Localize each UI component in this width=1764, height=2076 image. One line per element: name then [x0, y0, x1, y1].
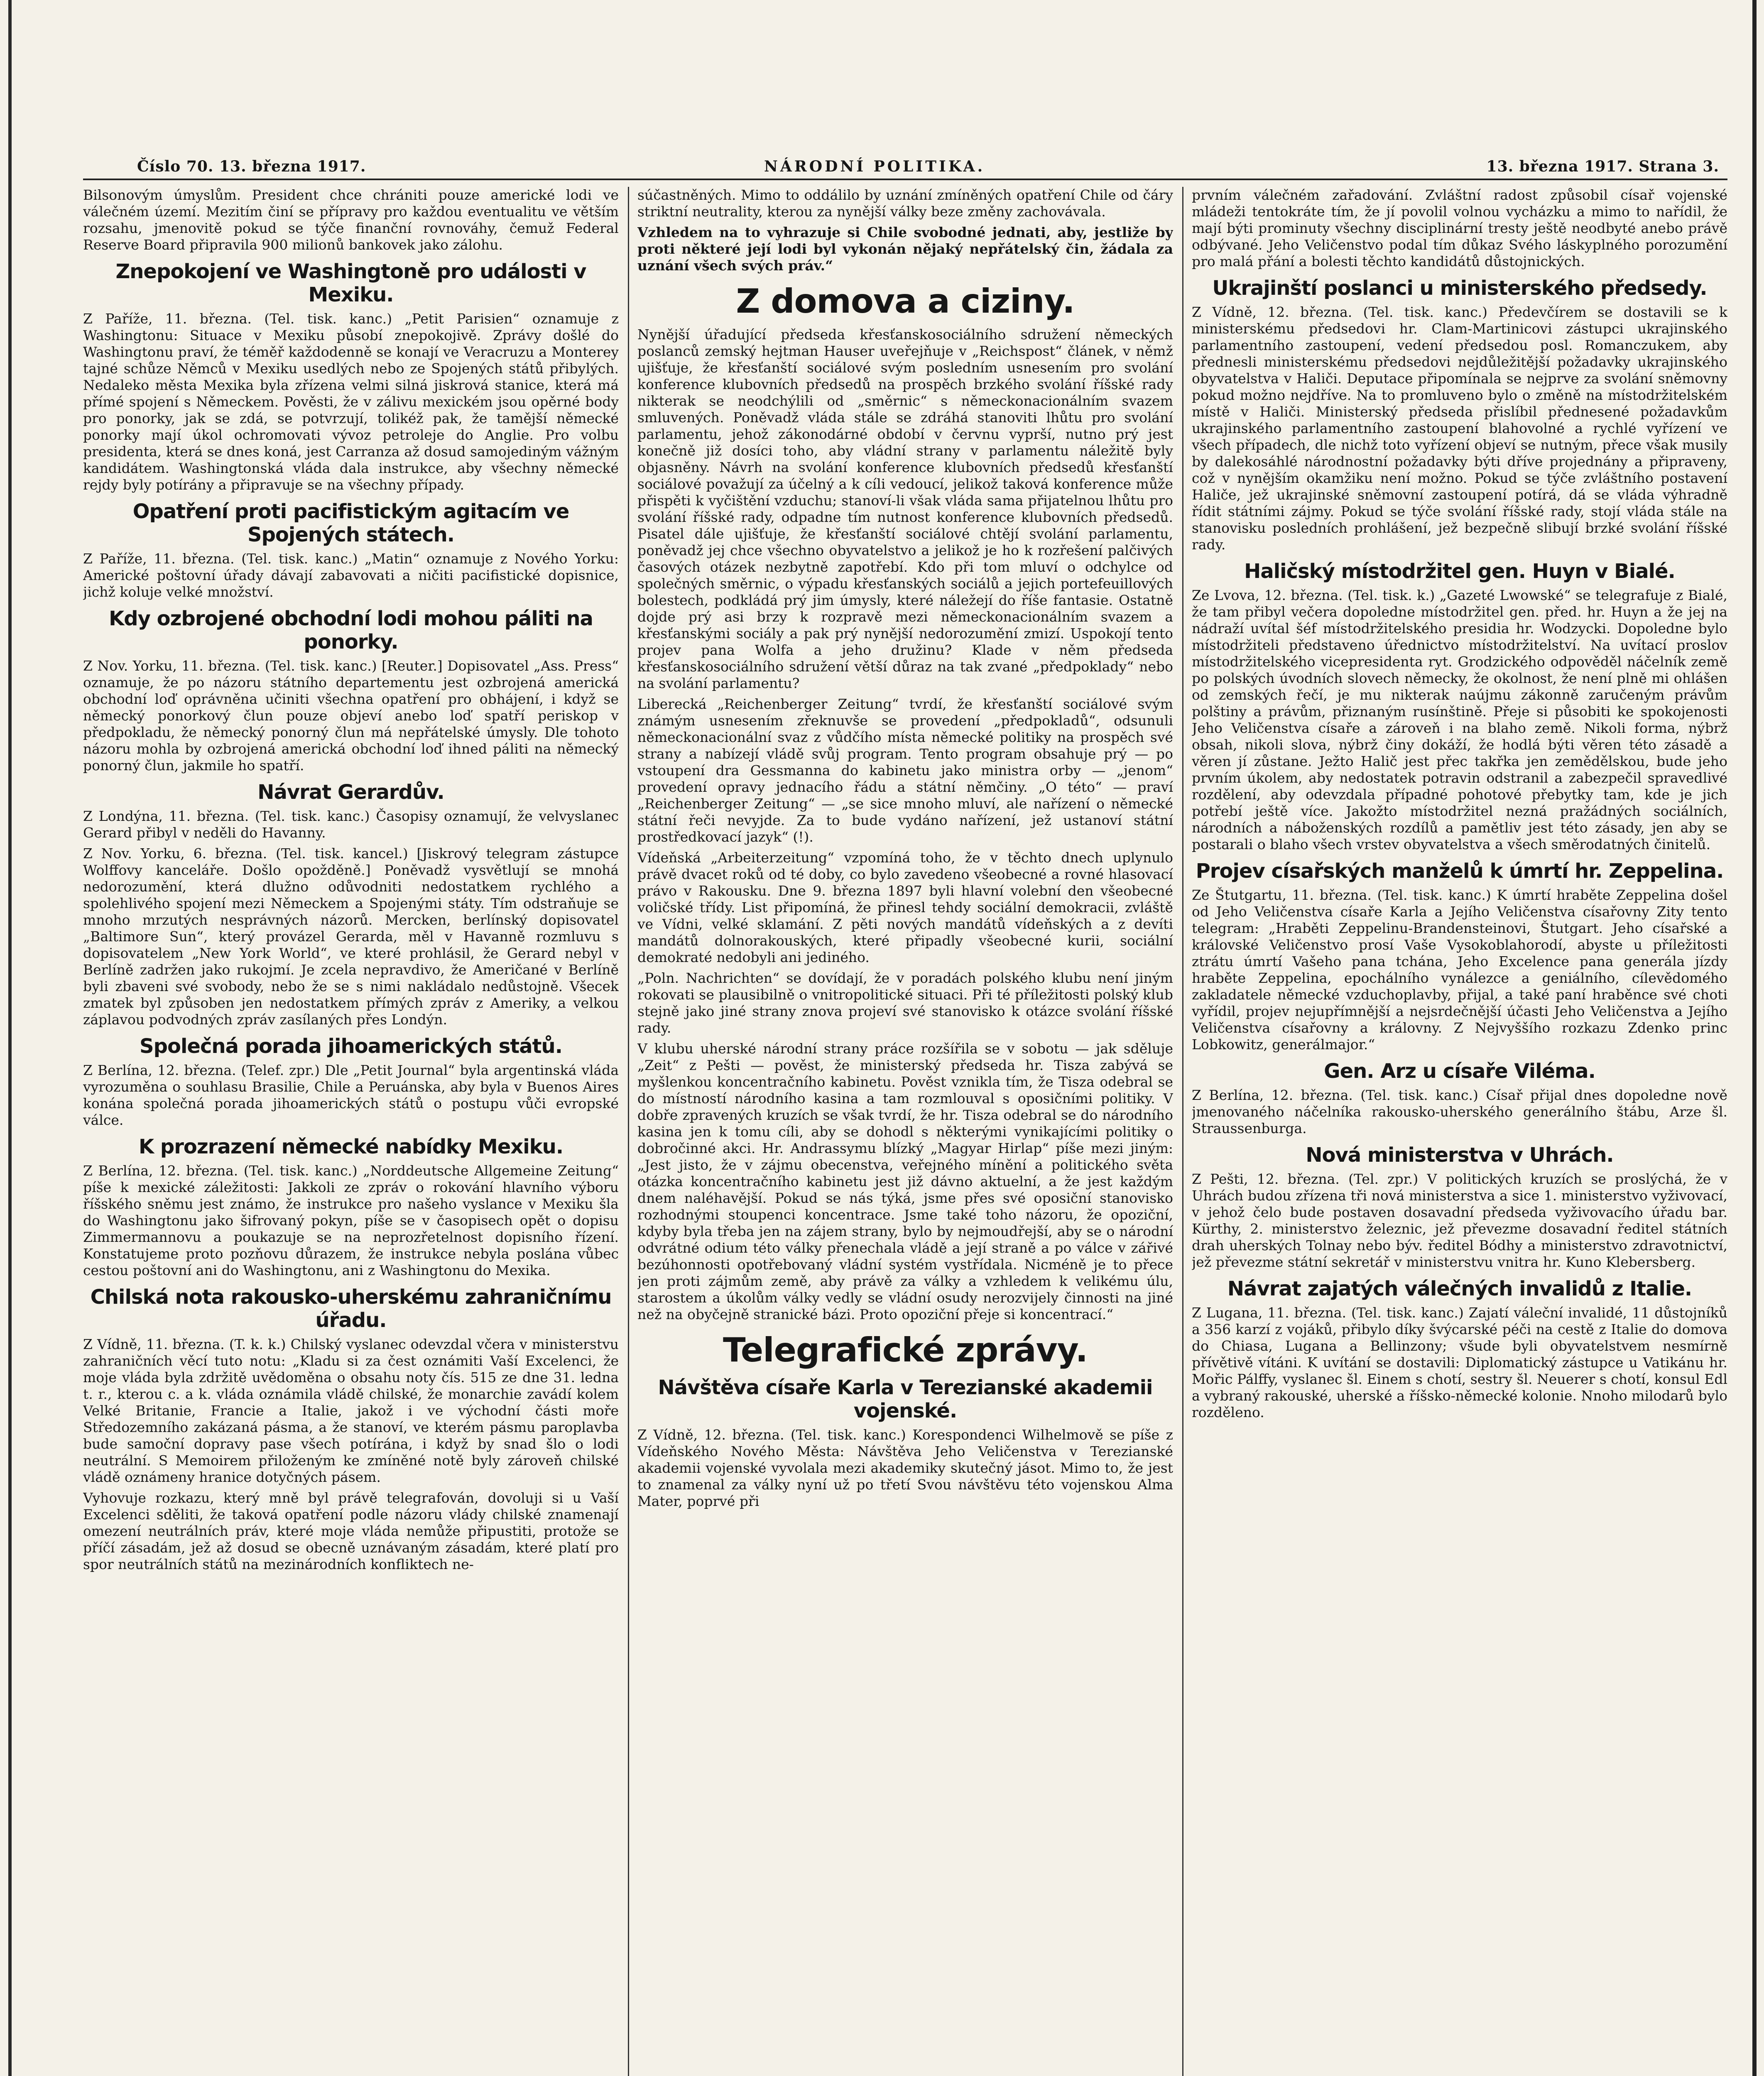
article-invalids-return: Z Lugana, 11. března. (Tel. tisk. kanc.) Zajatí váleční invalidé, 11 důstojníků a 356 karzí z vojáků, přibylo díky švýcarské péči na cestě z Italie do domova do Chiasa, Lugana a Bellinzony; všude byli obyvatelstvem nesmírně přívětivě vítáni. K uvítání se dostavili: Diplomatický zástupce u Vatikánu hr. Mořic Pálffy, vyslanec šl. Einem s chotí, sestry šl. Neuerer s chotí, konsul Edl a vybraný rakouské, uherské a říšsko-německé kolonie. Nnoho milodarů bylo rozděleno. [1192, 1305, 1727, 1420]
article-pacifist-agitation: Z Paříže, 11. března. (Tel. tisk. kanc.) „Matin“ oznamuje z Nového Yorku: Americké poštovní úřady dávají zabavovati a ničiti pacifistické dopisnice, jichž koluje velké množství. [83, 551, 619, 600]
column-rule-1 [628, 187, 629, 2076]
article-domov-1: Nynější úřadující předseda křesťanskosociálního sdružení německých poslanců zemský hejtman Hauser uveřejňuje v „Reichspost“ článek, v němž ujišťuje, že křesťanští sociálové svým posledním usnesením pro svolání konference klubovních předsedů na prospěch brzkého svolání říšské rady nikterak se neodchýlili od „směrnic“ s německonacionálním svazem smluvených. Poněvadž vláda stále se zdráhá stanoviti lhůtu pro svolání parlamentu, jehož zákonodárné období v červnu vyprší, nutno prý jest konečně již dosíci toho, aby vládní strany v parlamentu náležitě byly objasněny. Návrh na svolání konference klubovních předsedů křesťanští sociálové považují za účelný a k cíli vedoucí, jelikož taková konference může přispěti k vyčištění vzduchu; stanoví-li však vláda sama přijatelnou lhůtu pro svolání říšské rady, odpadne tím nutnost konference klubovních předsedů. Pisatel dále ujišťuje, že křesťanští sociálové chtějí svolání parlamentu, poněvadž jej chce všechno obyvatelstvo a jelikož je ho k rozřešení palčivých časových otázek nezbytně zapotřebí. Kdo při tom mluví o odchylce od společných směrnic, o výpadu křesťanských sociálů a jejich portefeuillových bolestech, podkládá prý jim úmysly, které náležejí do říše fantasie. Ostatně dojde prý asi brzy k rozpravě mezi německonacionálním svazem a křesťanskými sociály a pak prý nynější nedorozumění zmizí. Uspokojí tento projev pana Wolfa a jeho družinu? Klade v něm předseda křesťanskosociálního sdružení větší důraz na tak zvané „předpoklady“ nebo na svolání parlamentu? [637, 326, 1173, 691]
headline-zeppelin: Projev císařských manželů k úmrtí hr. Zeppelina. [1196, 859, 1724, 883]
article-gerard-return-2: Z Nov. Yorku, 6. března. (Tel. tisk. kancel.) [Jiskrový telegram zástupce Wolffovy kanceláře. Došlo opožděně.] Poněvadž vysvětlují se mnohá nedorozumění, která dlužno odůvodniti nedostatkem rychlého a spolehlivého spojení mezi Německem a Spojenými státy. Tím odstraňuje se mnoho mrzutých nesprávných názorů. Mercken, berlínský dopisovatel „Baltimore Sun“, který provázel Gerarda, měl v Havanně rozmluvu s dopisovatelem „New York World“, ve které prohlásil, že Gerard nebyl v Berlíně zadržen jako rukojmí. Je zcela nepravdivo, že Američané v Berlíně byli zbaveni své svobody, nebo že se s nimi nakládalo nedůstojně. Všecek zmatek byl způsoben jen nedostatkem přímých zpráv z Ameriky, a velkou záplavou podvodných zpráv zasílaných přes Londýn. [83, 845, 619, 1028]
section-title-telegraf: Telegrafické zprávy. [723, 1331, 1088, 1369]
page-number: 13. března 1917. Strana 3. [1486, 158, 1719, 175]
article-ukraine-deputies: Z Vídně, 12. března. (Tel. tisk. kanc.) Předevčírem se dostavili se k ministerskému předsedovi hr. Clam-Martinicovi zástupci ukrajinského parlamentního zastoupení, vedení předsedou posl. Romanczukem, aby přednesli ministerskému předsedovi nejdůležitější požadavky ukrajinského obyvatelstva v Haliči. Deputace připomínala se nejprve za svolání sněmovny pokud možno nejdříve. Na to promluveno bylo o změně na místodržitelském místě v Haliči. Ministerský předseda přislíbil přednesené požadavkům ukrajinského parlamentního zastoupení blahovolné a rychlé vyřízení ve všech případech, dle nichž toto vyřízení objeví se nutným, přece však musily by dalekosáhlé národnostní požadavky býti dříve projednány a připraveny, což v nynějším okamžiku není možno. Pokud se týče zvláštního postavení Haliče, jež ukrajinské sněmovní zastoupení potírá, dá se vláda výhradně řídit státními zájmy. Pokud se týče svolání říšské rady, stojí vláda stále na stanovisku posledních prohlášení, jež bezpečně slibují brzké svolání říšské rady. [1192, 304, 1727, 553]
article-domov-2: Liberecká „Reichenberger Zeitung“ tvrdí, že křesťanští sociálové svým známým usnesením zřeknuvše se provedení „předpokladů“, odsunuli německonacionální svaz z vůdčího místa německé politiky na prospěch své strany a nabízejí vládě svůj program. Tento program obsahuje prý — po vstoupení dra Gessmanna do kabinetu jako ministra orby — „jenom“ provedení opravy jednacího řádu a státní němčiny. „O této“ — praví „Reichenberger Zeitung“ — „se sice mnoho mluví, ale nařízení o německé státní řeči nevyjde. Za to bude vydáno nařízení, jež ustanoví státní prostředkovací jazyk“ (!). [637, 696, 1173, 845]
article-continuation: Bilsonovým úmyslům. President chce chrániti pouze americké lodi ve válečném území. Mezitím činí se přípravy pro každou eventualitu ve větším rozsahu, jmenovitě pokud se týče finanční rovnováhy, čemuž Federal Reserve Board připravila 900 milionů bankovek jako zálohu. [83, 187, 619, 253]
article-continuation: prvním válečném zařadování. Zvláštní radost způsobil císař vojenské mládeži tentokráte tím, že jí povolil volnou vycházku a mimo to nařídil, že mají býti prominuty všechny disciplinární tresty ještě neodbyté anebo právě odbývané. Jeho Veličenstvo podal tím důkaz Svého láskyplného porozumění pro malá přání a bolesti těchto kandidátů důstojnických. [1192, 187, 1727, 269]
article-continuation: súčastněných. Mimo to oddálilo by uznání zmíněných opatření Chile od čáry striktní neutrality, kterou za nynější války beze změny zachovávala. [637, 187, 1173, 220]
headline-mexico-offer: K prozrazení německé nabídky Mexiku. [138, 1135, 564, 1158]
article-arz: Z Berlína, 12. března. (Tel. tisk. kanc.) Císař přijal dnes dopoledne nově jmenovaného náčelníka rakousko-uherského generálního štábu, Arze šl. Straussenburga. [1192, 1087, 1727, 1136]
headline-karl-visit: Návštěva císaře Karla v Terezianské akademii vojenské. [658, 1376, 1153, 1422]
headline-chile-note: Chilská nota rakousko-uherskému zahraničnímu úřadu. [90, 1285, 612, 1332]
article-domov-3: Vídeňská „Arbeiterzeitung“ vzpomíná toho, že v těchto dnech uplynulo právě dvacet roků od té doby, co bylo zavedeno všeobecné a rovné hlasovací právo v Rakousku. Dne 9. března 1897 byli hlavní volební den všeobecné voličské třídy. List připomíná, že přinesl tehdy sociální demokracii, zvláště ve Vídni, velké sklamání. Z pěti nových mandátů vídeňských a z devíti mandátů dolnorakouských, které připadly všeobecné kurii, sociální demokraté nedobyli ani jediného. [637, 849, 1173, 965]
article-zeppelin: Ze Štutgartu, 11. března. (Tel. tisk. kanc.) K úmrtí hraběte Zeppelina došel od Jeho Veličenstva císaře Karla a Jejího Veličenstva císařovny Zity tento telegram: „Hraběti Zeppelinu-Brandensteinovi, Štutgart. Jeho císařské a královské Veličenstvo prosí Vaše Vysokoblahorodí, abyste u příležitosti ztrátu úmrtí Vašeho pana tchána, Jeho Excelence pana generála jízdy hraběte Zeppelina, epochálního vynálezce a geniálního, cílevědomého zakladatele německé vzduchoplavby, přijal, a také paní hraběnce své choti vyřídil, projev nejupřímnější a nejsrdečnější účasti Jeho Veličenstva a Jejího Veličenstva císařovny a královny. Z Nejvyššího rozkazu Zdenko princ Lobkowitz, generálmajor.“ [1192, 887, 1727, 1053]
column-3 [1192, 187, 1727, 2076]
article-karl-visit: Z Vídně, 12. března. (Tel. tisk. kanc.) Korespondenci Wilhelmově se píše z Vídeňského Nového Města: Návštěva Jeho Veličenstva v Terezianské akademii vojenské vyvolala mezi akademiky skutečný jásot. Mimo to, že jest to znamenal za války nyní už po třetí Svou návštěvu této vojenskou Alma Mater, poprvé při [637, 1427, 1173, 1509]
headline-huyn-biala: Haličský místodržitel gen. Huyn v Bialé. [1244, 560, 1675, 583]
article-mexico-offer: Z Berlína, 12. března. (Tel. tisk. kanc.) „Norddeutsche Allgemeine Zeitung“ píše k mexické záležitosti: Jakkoli ze zpráv o rokování hlavního výboru říšského sněmu jest známo, že instrukce pro našeho vyslance v Mexiku šla do Washingtonu jako šifrovaný pokyn, píše se v časopisech opět o dopisu Zimmermannovu a poukazuje se na neprozřetelnost dopisního řízení. Konstatujeme proto pozňovu důrazem, že instrukce nebyla poslána vůbec cestou poštovní ani do Washingtonu, ani z Washingtonu do Mexika. [83, 1163, 619, 1278]
article-domov-4: „Poln. Nachrichten“ se dovídají, že v poradách polského klubu není jiným rokovati se plausibilně o vnitropolitické situaci. Při té příležitosti polský klub stejně jako jiné strany znova projeví své stanovisko k otázce svolání říšské rady. [637, 970, 1173, 1036]
column-1 [83, 187, 619, 2076]
article-hungary-ministries: Z Pešti, 12. března. (Tel. zpr.) V politických kruzích se proslýchá, že v Uhrách budou zřízena tři nová ministerstva a sice 1. ministerstvo vyživovací, v jehož čelo bude postaven dosavadní předseda vyživovacího úřadu bar. Kürthy, 2. ministerstvo železnic, jež převezme dosavadní ředitel státních drah uherských Tolnay nebo býv. ředitel Bódhy a ministerstvo zdravotnictví, jež převezme státní sekretář v ministerstvu vnitra hr. Kuno Klebersberg. [1192, 1171, 1727, 1270]
section-title-domov: Z domova a ciziny. [736, 282, 1075, 321]
scan-border-right [1752, 0, 1757, 2076]
headline-washington-mexico: Znepokojení ve Washingtoně pro události v Mexiku. [115, 260, 586, 306]
column-2 [637, 187, 1173, 2076]
masthead-title: NÁRODNÍ POLITIKA. [764, 158, 985, 175]
newspaper-page [83, 154, 1727, 2076]
headline-invalids-return: Návrat zajatých válečných invalidů z Italie. [1227, 1277, 1692, 1300]
article-washington-mexico: Z Paříže, 11. března. (Tel. tisk. kanc.) „Petit Parisien“ oznamuje z Washingtonu: Situace v Mexiku působí znepokojivě. Zprávy došlé do Washingtonu praví, že téměř každodenně se konají ve Veracruzu a Monterey tajné schůze Němců v Mexiku usedlých nebo ze Spojených států přibylých. Nedaleko města Mexika byla zřízena velmi silná jiskrová stanice, která má přímé spojení s Německem. Pověsti, že v zálivu mexickém jsou opěrné body pro ponorky, jak se zdá, se potvrzují, tolikéž pak, že tamější německé ponorky mají úkol ochromovati vývoz petroleje do Anglie. Pro volbu presidenta, která se dnes koná, jest Carranza až dosud samojediným vážným kandidátem. Washingtonská vláda dala instrukce, aby všechny německé rejdy byly potírány a připravuje se na všechny případy. [83, 311, 619, 493]
issue-number: Číslo 70. 13. března 1917. [137, 158, 366, 175]
article-chile-note-2: Vyhovuje rozkazu, který mně byl právě telegrafován, dovoluji si u Vaší Excelenci sděliti, že taková opatření podle názoru vlády chilské znamenají omezení neutrálních práv, které moje vláda nemůže připustiti, protože se příčí zásadám, jež až dosud se obecně uznávaným zásadám, které platí pro spor neutrálních států na mezinárodních konfliktech ne- [83, 1490, 619, 1572]
article-huyn-biala: Ze Lvova, 12. března. (Tel. tisk. k.) „Gazeté Lwowské“ se telegrafuje z Bialé, že tam přibyl večera dopoledne místodržitel gen. před. hr. Huyn a že jej na nádraží uvítal šéf místodržitelského presidia hr. Wodzycki. Dopoledne bylo místodržiteli představeno úřednictvo místodržitelství. Na uvítací proslov místodržitelského vicepresidenta ryt. Grodzického odpověděl náčelník země po polských úvodních slovech německy, že okolnost, že není plně mi ohlášen od zemských řečí, je mu nikterak naújmu zákonně zaručeným právům polštiny a právům, přiznaným rusínštině. Přeje si působiti ke spokojenosti Jeho Veličenstva císaře a zároveň i na blaho země. Nikoli forma, nýbrž obsah, nikoli slova, nýbrž činy dokáží, že hodlá býti věren této zásadě a věren jí zůstane. Ježto Halič jest přec takřka jen zemědělskou, bude jeho prvním úkolem, aby nedostatek potravin odstranil a zabezpečil spravedlivé rozdělení, aby odevzdala případné pohotové přebytky tam, kde je jich potřebí ještě více. Jakožto místodržitel nezná pražádných sociálních, národních a náboženských rozdílů a pamětliv jest této zásady, jen aby se postarali o blaho všech vrstev obyvatelstva a všech směrodatných činitelů. [1192, 587, 1727, 852]
article-gerard-return-1: Z Londýna, 11. března. (Tel. tisk. kanc.) Časopisy oznamují, že velvyslanec Gerard přibyl v neděli do Havanny. [83, 808, 619, 841]
headline-arz: Gen. Arz u císaře Viléma. [1324, 1060, 1595, 1083]
headline-gerard-return: Návrat Gerardův. [257, 781, 444, 804]
article-south-america: Z Berlína, 12. března. (Telef. zpr.) Dle „Petit Journal“ byla argentinská vláda vyrozuměna o souhlasu Brasilie, Chile a Peruánska, aby byla v Buenos Aires konána společná porada jihoamerických států o postupu vůči evropské válce. [83, 1062, 619, 1128]
column-rule-2 [1182, 187, 1183, 2076]
headline-south-america: Společná porada jihoamerických států. [140, 1035, 562, 1058]
headline-hungary-ministries: Nová ministerstva v Uhrách. [1306, 1143, 1614, 1167]
headline-ukraine-deputies: Ukrajinští poslanci u ministerského předsedy. [1212, 277, 1707, 300]
article-chile-quote: Vzhledem na to vyhrazuje si Chile svobodné jednati, aby, jestliže by proti některé její lodi byl vykonán nějaký nepřátelský čin, žádala za uznání všech svých práv.“ [637, 224, 1173, 274]
scan-border-left [8, 0, 12, 2076]
running-head [83, 154, 1727, 180]
headline-armed-ships: Kdy ozbrojené obchodní lodi mohou páliti na ponorky. [109, 607, 593, 654]
headline-pacifist-agitation: Opatření proti pacifistickým agitacím ve Spojených státech. [132, 500, 569, 546]
article-armed-ships: Z Nov. Yorku, 11. března. (Tel. tisk. kanc.) [Reuter.] Dopisovatel „Ass. Press“ oznamuje, že po názoru státního departementu jest ozbrojená americká obchodní loď oprávněna učiniti všechna opatření pro obhájení, i když se německý ponorkový člun pouze objeví anebo loď spatří periskop v předpokladu, že německý ponorný člun má nepřátelské úmysly. Dle tohoto názoru mohla by ozbrojená americká obchodní loď ihned páliti na německý ponorný člun, jakmile ho spatří. [83, 658, 619, 774]
article-domov-5: V klubu uherské národní strany práce rozšířila se v sobotu — jak sděluje „Zeit“ z Pešti — pověst, že ministerský předseda hr. Tisza zabývá se myšlenkou koncentračního kabinetu. Pověst vznikla tím, že Tisza odebral se do místností národního kasina a tam rozmlouval s oposičními politiky. V dobře zpravených kruzích se však tvrdí, že hr. Tisza odebral se do národního kasina jen k tomu cíli, aby se dohodl s některými vynikajícími politiky o dobročinné akci. Hr. Andrassymu blízký „Magyar Hirlap“ píše mezi jiným: „Jest jisto, že v zájmu obecenstva, veřejného mínění a politického světa otázka koncentračního kabinetu jest již dávno aktuelní, a že jest každým dnem naléhavější. Pokud se nás týká, jsme přes své oposiční stanovisko rozhodnými stoupenci koncentrace. Jsme také toho názoru, že opoziční, kdyby byla třeba jen na zájem strany, bylo by nejmoudřejší, aby se o národní odvrátné odium této války přenechala vládě a její straně a po válce v zářivé bezúhonnosti opotřebovaný vládní systém vystřídala. Nicméně je to přece jen proti zájmům země, aby právě za války a vzhledem k velikému úlu, starostem a úkolům války vedly se vládní osudy nerozvijely činnosti na jiné než na obyčejně stranické bázi. Proto opoziční přeje si koncentrací.“ [637, 1040, 1173, 1322]
article-chile-note-1: Z Vídně, 11. března. (T. k. k.) Chilský vyslanec odevzdal včera v ministerstvu zahraničních věcí tuto notu: „Kladu si za čest oznámiti Vaší Excelenci, že moje vláda byla zdržitě uvědoměna o obsahu noty čís. 515 ze dne 31. ledna t. r., kterou c. a k. vláda oznámila vládě chilské, že monarchie zavádí kolem Velké Britanie, Francie a Italie, jakož i ve východní části moře Středozemního zakázaná pásma, a že stanoví, ve kterém pásmu paroplavba bude samoční dopravy pase všech potírána, i když by snad šlo o lodi neutrální. S Memoirem přiloženým ke zmíněné notě byly zároveň chilské vládě oznámeny hranice dotyčných pásem. [83, 1336, 619, 1485]
